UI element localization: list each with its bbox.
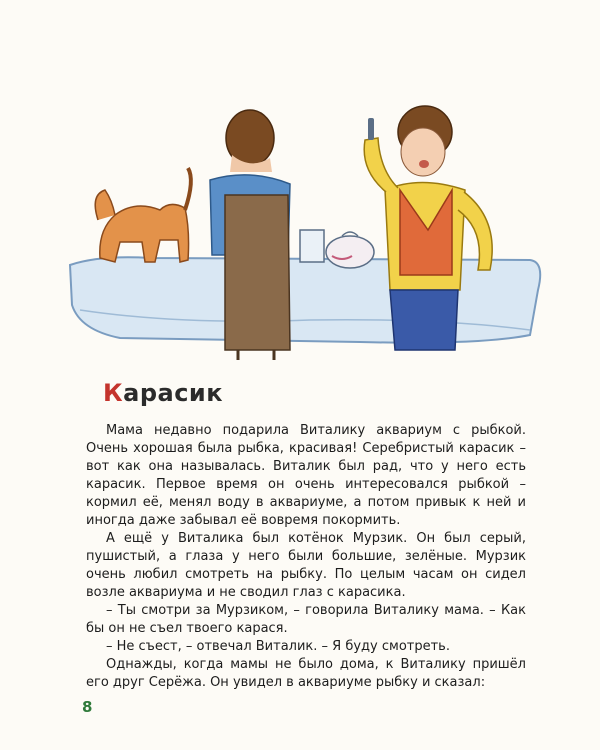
paragraph: А ещё у Виталика был котёнок Мурзик. Он был серый, пушистый, а глаза у него были большие, зелёные. Мурзик очень любил смотреть на рыбку. По целым часам он сидел возле аквариума и не сводил глаз с карасика. [86,531,526,600]
paragraph: – Не съест, – отвечал Виталик. – Я буду смотреть. [106,639,450,654]
paragraph: Однажды, когда мамы не было дома, к Виталику пришёл его друг Серёжа. Он увидел в аквариуме рыбку и сказал: [86,657,526,690]
title-rest: арасик [123,379,224,407]
story-body [86,422,526,692]
page-number: 8 [82,698,93,716]
paragraph: Мама недавно подарила Виталику аквариум с рыбкой. Очень хорошая была рыбка, красивая! Серебристый карасик – вот как она называлась. Виталик был рад, что у него есть карасик. Первое время он очень интересовался рыбкой – кормил её, менял воду в аквариуме, а потом привык к ней и иногда даже забывал её вовремя покормить. [86,423,526,528]
story-illustration [60,80,550,360]
title-first-letter: К [103,379,124,407]
paragraph: – Ты смотри за Мурзиком, – говорила Виталику мама. – Как бы он не съел твоего карася. [86,603,526,636]
story-title [103,379,223,407]
